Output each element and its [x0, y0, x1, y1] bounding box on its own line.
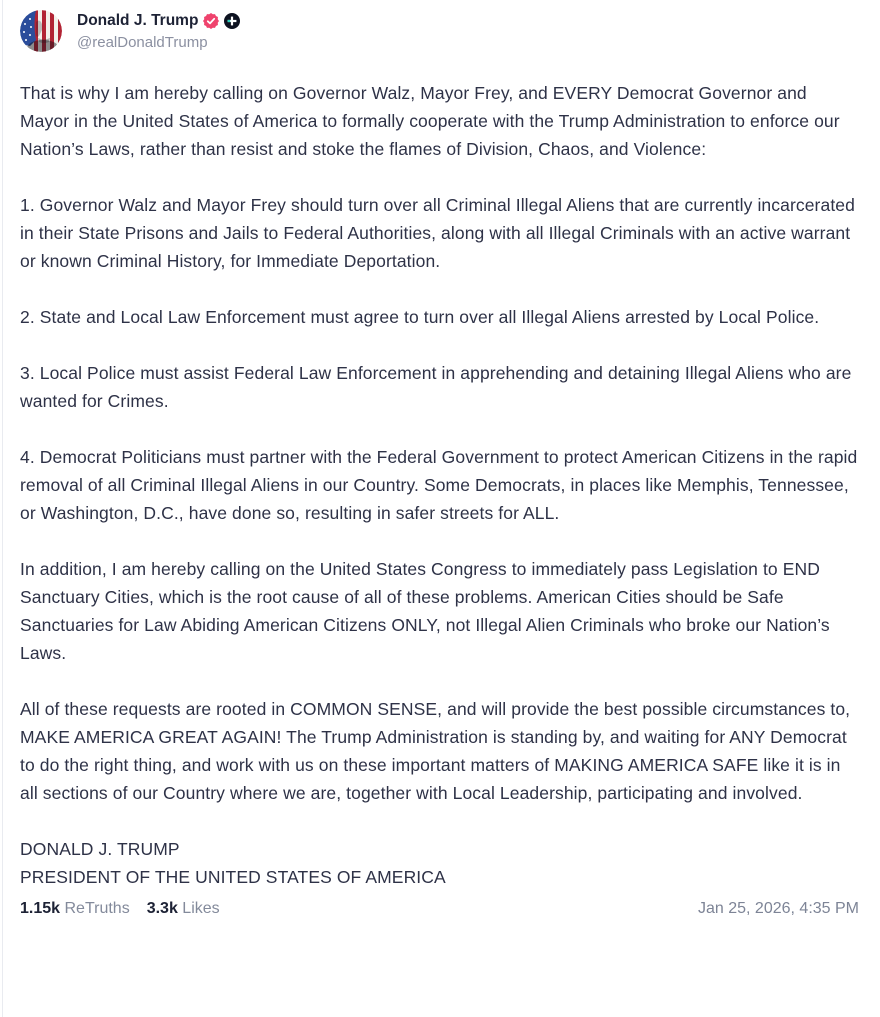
- post-timestamp[interactable]: Jan 25, 2026, 4:35 PM: [698, 900, 859, 917]
- card-left-border: [2, 0, 3, 1017]
- post-paragraph: 2. State and Local Law Enforcement must agree to turn over all Illegal Aliens arrested by Local Police.: [20, 307, 820, 327]
- likes-label: Likes: [182, 900, 220, 917]
- post-paragraph: In addition, I am hereby calling on the United States Congress to immediately pass Legislation to END Sanctuary Cities, which is the root cause of all of these problems. American Cities should be Safe Sanctuaries for Law Abiding American Citizens ONLY, not Illegal Alien Criminals who broke our Nation’s Laws.: [20, 559, 830, 663]
- flag-face-avatar-image: [20, 10, 62, 52]
- retruths-count: 1.15k: [20, 900, 61, 917]
- handle[interactable]: @realDonaldTrump: [77, 34, 208, 51]
- post-paragraph: All of these requests are rooted in COMMON SENSE, and will provide the best possible circumstances to, MAKE AMERICA GREAT AGAIN! The Trump Administration is standing by, and waiting for ANY Democrat to do the right thing, and work with us on these important matters of MAKING AMERICA SAFE like it is in all sections of our Country where we are, together with Local Leadership, participating and involved.: [20, 699, 851, 803]
- avatar[interactable]: [20, 10, 62, 52]
- post-paragraph: 3. Local Police must assist Federal Law Enforcement in apprehending and detaining Illegal Aliens who are wanted for Crimes.: [20, 363, 852, 411]
- signature-name: DONALD J. TRUMP: [20, 839, 180, 859]
- post-paragraph: That is why I am hereby calling on Governor Walz, Mayor Frey, and EVERY Democrat Governor and Mayor in the United States of America to formally cooperate with the Trump Administration to enforce our Nation’s Laws, rather than resist and stoke the flames of Division, Chaos, and Violence:: [20, 83, 840, 159]
- post-paragraph: 4. Democrat Politicians must partner with the Federal Government to protect American Citizens in the rapid removal of all Criminal Illegal Aliens in our Country. Some Democrats, in places like Memphis, Tennessee, or Washington, D.C., have done so, resulting in safer streets for ALL.: [20, 447, 858, 523]
- signature-title: PRESIDENT OF THE UNITED STATES OF AMERICA: [20, 867, 446, 887]
- signature-block: [20, 835, 859, 891]
- post-stats: [20, 900, 220, 918]
- likes-count: 3.3k: [146, 900, 178, 917]
- post-footer: [20, 900, 859, 918]
- truth-plus-badge-icon: [224, 13, 240, 29]
- display-name[interactable]: Donald J. Trump: [77, 12, 199, 29]
- post-header: [20, 10, 859, 52]
- post-paragraph: 1. Governor Walz and Mayor Frey should turn over all Criminal Illegal Aliens that are currently incarcerated in their State Prisons and Jails to Federal Authorities, along with all Illegal Criminals with an active warrant or known Criminal History, for Immediate Deportation.: [20, 195, 855, 271]
- retruths-stat[interactable]: [20, 900, 130, 918]
- post-body-text: [20, 79, 859, 891]
- verified-badge-icon: [203, 13, 219, 29]
- likes-stat[interactable]: [147, 900, 220, 918]
- header-texts: [77, 10, 240, 51]
- name-row: [77, 12, 240, 30]
- retruths-label: ReTruths: [64, 900, 130, 917]
